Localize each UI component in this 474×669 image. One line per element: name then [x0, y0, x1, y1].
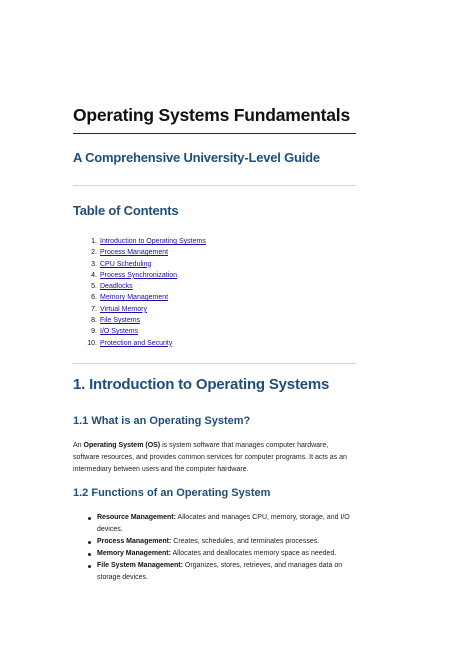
toc-item: [73, 247, 206, 258]
list-item-text: Allocates and deallocates memory space as needed.: [170, 550, 337, 557]
section-heading: 1. Introduction to Operating Systems: [73, 376, 330, 393]
toc-number: 2.: [91, 249, 97, 257]
toc-number: 3.: [91, 260, 97, 268]
toc-number: 9.: [91, 328, 97, 336]
toc-number: 8.: [91, 317, 97, 325]
list-item-text: Creates, schedules, and terminates processes.: [171, 538, 320, 545]
toc-number: 6.: [91, 294, 97, 302]
definition-paragraph: [73, 440, 356, 476]
toc-item: [73, 338, 206, 349]
list-item-text: Organizes, stores, retrieves, and manages data on storage devices.: [97, 562, 343, 581]
functions-list: [73, 512, 356, 584]
toc-link-file-systems[interactable]: File Systems: [100, 317, 141, 325]
bullet-icon: [88, 565, 91, 568]
table-of-contents: [73, 236, 206, 349]
toc-number: 5.: [91, 283, 97, 291]
list-item-text: Allocates and manages CPU, memory, storage, and I/O devices.: [97, 514, 350, 533]
toc-item: [73, 315, 206, 326]
document-subtitle: A Comprehensive University-Level Guide: [73, 150, 320, 165]
toc-number: 4.: [91, 271, 97, 279]
list-item: [73, 560, 356, 584]
list-item-term: Memory Management:: [97, 550, 171, 557]
toc-number: 1.: [91, 238, 97, 245]
toc-item: [73, 292, 206, 303]
list-item-term: Resource Management:: [97, 514, 176, 521]
toc-link-virtual-memory[interactable]: Virtual Memory: [100, 305, 147, 313]
toc-item: [73, 326, 206, 337]
list-item: [73, 512, 356, 536]
toc-item: [73, 259, 206, 270]
toc-item: [73, 236, 206, 247]
toc-item: [73, 281, 206, 292]
toc-number: 7.: [91, 305, 97, 313]
bullet-icon: [88, 541, 91, 544]
toc-link-deadlocks[interactable]: Deadlocks: [100, 283, 133, 291]
paragraph-text: is system software that manages computer hardware, software resources, and provides common services for computer programs. It acts as an intermediary between users and the computer hardware.: [73, 442, 347, 473]
list-item-term: File System Management:: [97, 562, 183, 569]
toc-link-protection-security[interactable]: Protection and Security: [100, 339, 173, 347]
subtitle-divider: [73, 185, 356, 186]
toc-number: 10.: [87, 339, 97, 347]
bullet-icon: [88, 553, 91, 556]
toc-link-memory-management[interactable]: Memory Management: [100, 294, 169, 302]
toc-item: [73, 304, 206, 315]
toc-divider: [73, 363, 356, 364]
list-item-term: Process Management:: [97, 538, 172, 545]
toc-link-io-systems[interactable]: I/O Systems: [100, 328, 139, 336]
list-item: [73, 548, 356, 560]
list-item: [73, 536, 356, 548]
toc-link-cpu-scheduling[interactable]: CPU Scheduling: [100, 260, 152, 268]
paragraph-text: An: [73, 442, 84, 449]
toc-heading: Table of Contents: [73, 203, 179, 218]
title-divider: [73, 133, 356, 134]
paragraph-term: Operating System (OS): [83, 442, 161, 449]
toc-link-introduction[interactable]: Introduction to Operating Systems: [100, 238, 206, 245]
bullet-icon: [88, 517, 91, 520]
toc-link-process-management[interactable]: Process Management: [100, 249, 169, 257]
toc-item: [73, 270, 206, 281]
subsection-heading: 1.1 What is an Operating System?: [73, 415, 251, 427]
document-title: Operating Systems Fundamentals: [73, 105, 350, 125]
subsection-heading: 1.2 Functions of an Operating System: [73, 487, 271, 499]
toc-link-process-synchronization[interactable]: Process Synchronization: [100, 271, 178, 279]
